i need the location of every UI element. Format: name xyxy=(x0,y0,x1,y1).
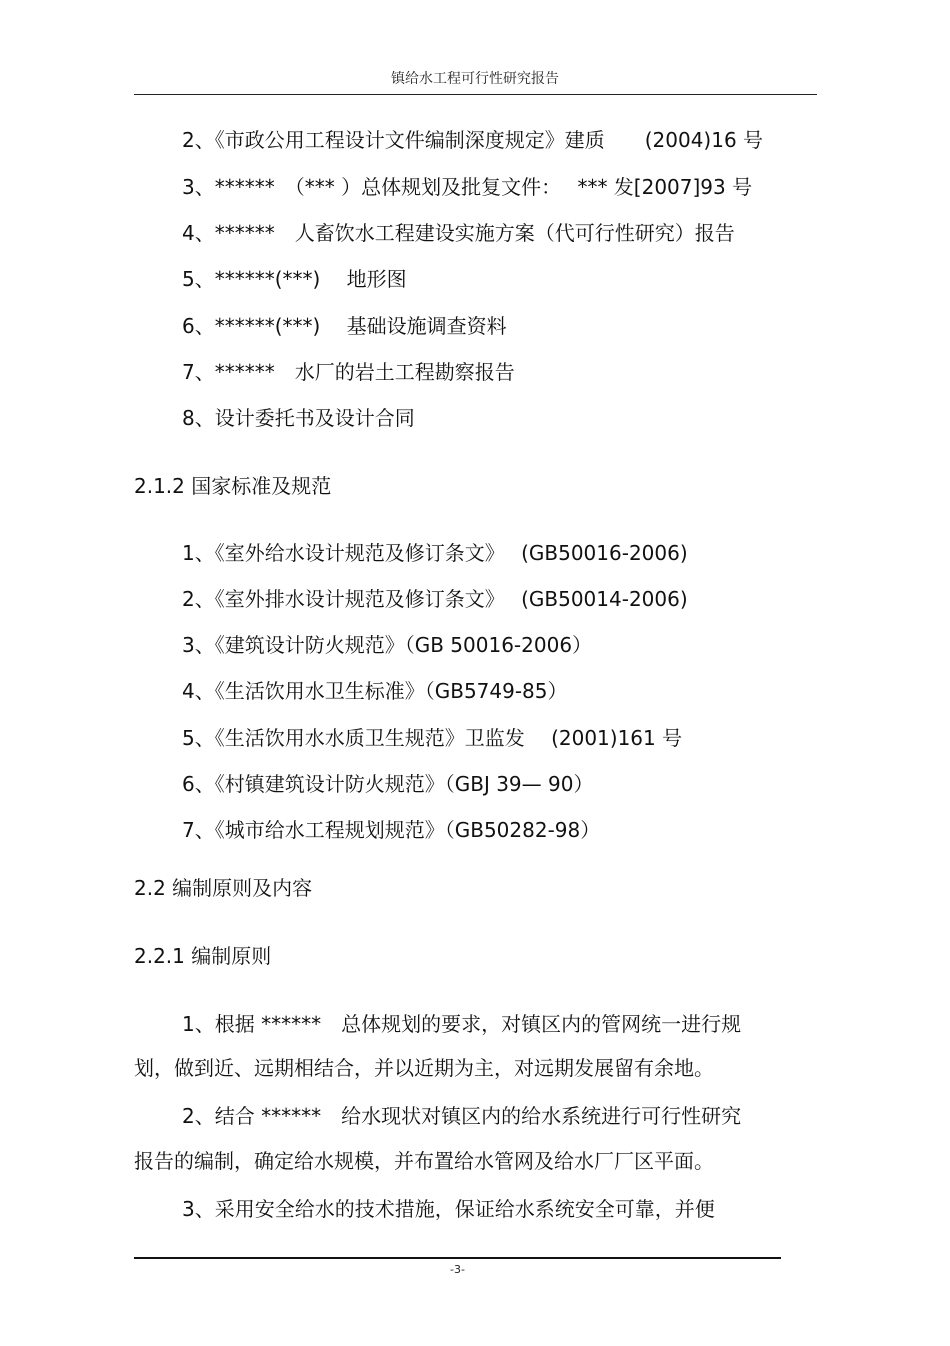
header-divider xyxy=(134,94,817,95)
standard-item: 5、《生活饮用水水质卫生规范》卫监发 (2001)161 号 xyxy=(182,726,683,750)
basis-doc-item: 7、****** 水厂的岩土工程勘察报告 xyxy=(182,360,515,384)
footer-divider xyxy=(134,1257,781,1259)
basis-doc-item: 2、《市政公用工程设计文件编制深度规定》建质 (2004)16 号 xyxy=(182,128,764,152)
page-number: -3- xyxy=(450,1263,465,1276)
standard-item: 7、《城市给水工程规划规范》（GB50282-98） xyxy=(182,818,601,842)
basis-doc-item: 4、****** 人畜饮水工程建设实施方案（代可行性研究）报告 xyxy=(182,221,735,245)
standard-item: 6、《村镇建筑设计防火规范》（GBJ 39— 90） xyxy=(182,772,594,796)
section-heading-2-2: 2.2 编制原则及内容 xyxy=(134,876,313,900)
basis-doc-item: 8、设计委托书及设计合同 xyxy=(182,406,415,430)
section-heading-2-1-2: 2.1.2 国家标准及规范 xyxy=(134,474,332,498)
basis-doc-item: 3、****** （*** ）总体规划及批复文件： *** 发[2007]93 号 xyxy=(182,175,753,199)
principle-paragraph-2-cont: 报告的编制，确定给水规模，并布置给水管网及给水厂厂区平面。 xyxy=(134,1149,714,1173)
section-heading-2-2-1: 2.2.1 编制原则 xyxy=(134,944,272,968)
principle-paragraph-3: 3、采用安全给水的技术措施，保证给水系统安全可靠，并便 xyxy=(182,1197,715,1221)
principle-paragraph-1-cont: 划，做到近、远期相结合，并以近期为主，对远期发展留有余地。 xyxy=(134,1056,714,1080)
standard-item: 2、《室外排水设计规范及修订条文》 (GB50014-2006) xyxy=(182,587,688,611)
basis-doc-item: 5、******(***) 地形图 xyxy=(182,267,407,291)
basis-doc-item: 6、******(***) 基础设施调查资料 xyxy=(182,314,507,338)
principle-paragraph-1: 1、根据 ****** 总体规划的要求，对镇区内的管网统一进行规 xyxy=(182,1012,742,1036)
standard-item: 3、《建筑设计防火规范》（GB 50016-2006） xyxy=(182,633,593,657)
standard-item: 4、《生活饮用水卫生标准》（GB5749-85） xyxy=(182,679,568,703)
running-header: 镇给水工程可行性研究报告 xyxy=(391,71,559,87)
standard-item: 1、《室外给水设计规范及修订条文》 (GB50016-2006) xyxy=(182,541,688,565)
principle-paragraph-2: 2、结合 ****** 给水现状对镇区内的给水系统进行可行性研究 xyxy=(182,1104,742,1128)
